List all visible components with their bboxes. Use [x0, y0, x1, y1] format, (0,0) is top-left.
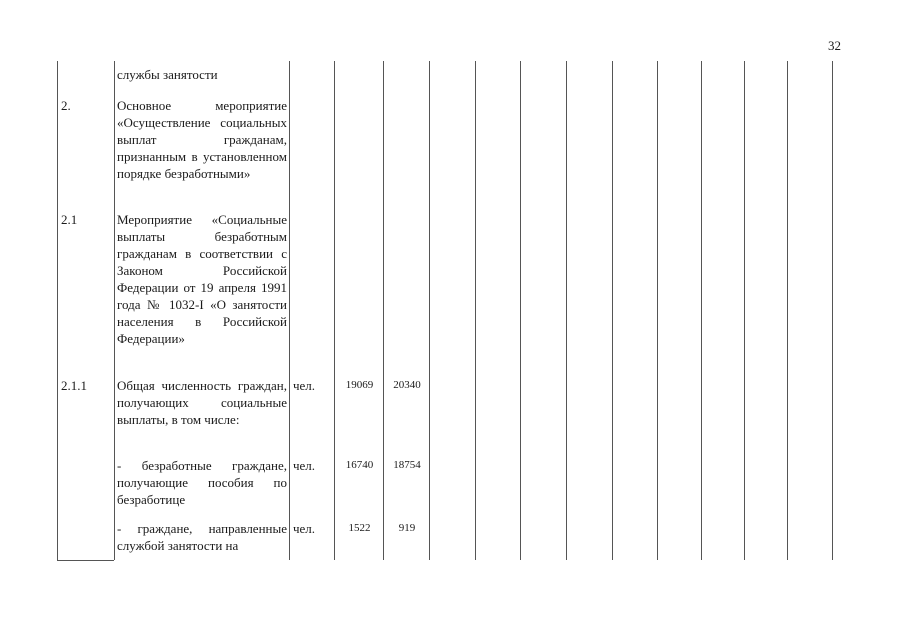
col-rule	[787, 61, 788, 560]
row-description: службы занятости	[117, 67, 218, 82]
row-number: 2.	[61, 98, 71, 113]
row-description: - граждане, направленные службой занятости на	[117, 521, 287, 553]
col-rule	[57, 61, 58, 560]
col-rule	[475, 61, 476, 560]
col-rule	[612, 61, 613, 560]
row-value-1: 19069	[345, 379, 374, 391]
col-rule	[383, 61, 384, 560]
row-value-1: 1522	[348, 522, 371, 534]
page-number: 32	[828, 38, 841, 53]
row-description: Общая численность граждан, получающих социальные выплаты, в том числе:	[117, 378, 287, 427]
row-description: - безработные граждане, получающие пособия по безработице	[117, 458, 287, 507]
row-unit: чел.	[293, 378, 316, 393]
col-rule	[334, 61, 335, 560]
col-rule	[289, 61, 290, 560]
row-rule	[57, 560, 114, 561]
col-rule	[832, 61, 833, 560]
col-rule	[657, 61, 658, 560]
row-unit: чел.	[293, 458, 316, 473]
col-rule	[744, 61, 745, 560]
col-rule	[520, 61, 521, 560]
row-number: 2.1	[61, 212, 78, 227]
row-description: Основное мероприятие «Осуществление социальных выплат гражданам, признанным в установленном порядке безработными»	[117, 98, 287, 181]
row-description: Мероприятие «Социальные выплаты безработным гражданам в соответствии с Законом Российской Федерации от 19 апреля 1991 года № 1032-I «О занятости населения в Российской Федерации»	[117, 212, 287, 346]
col-rule	[429, 61, 430, 560]
col-rule	[701, 61, 702, 560]
col-rule	[114, 61, 115, 560]
row-number: 2.1.1	[61, 378, 87, 393]
row-value-2: 919	[398, 522, 416, 534]
col-rule	[566, 61, 567, 560]
row-value-2: 20340	[393, 379, 421, 391]
row-value-1: 16740	[345, 459, 374, 471]
row-value-2: 18754	[393, 459, 421, 471]
row-unit: чел.	[293, 521, 316, 536]
